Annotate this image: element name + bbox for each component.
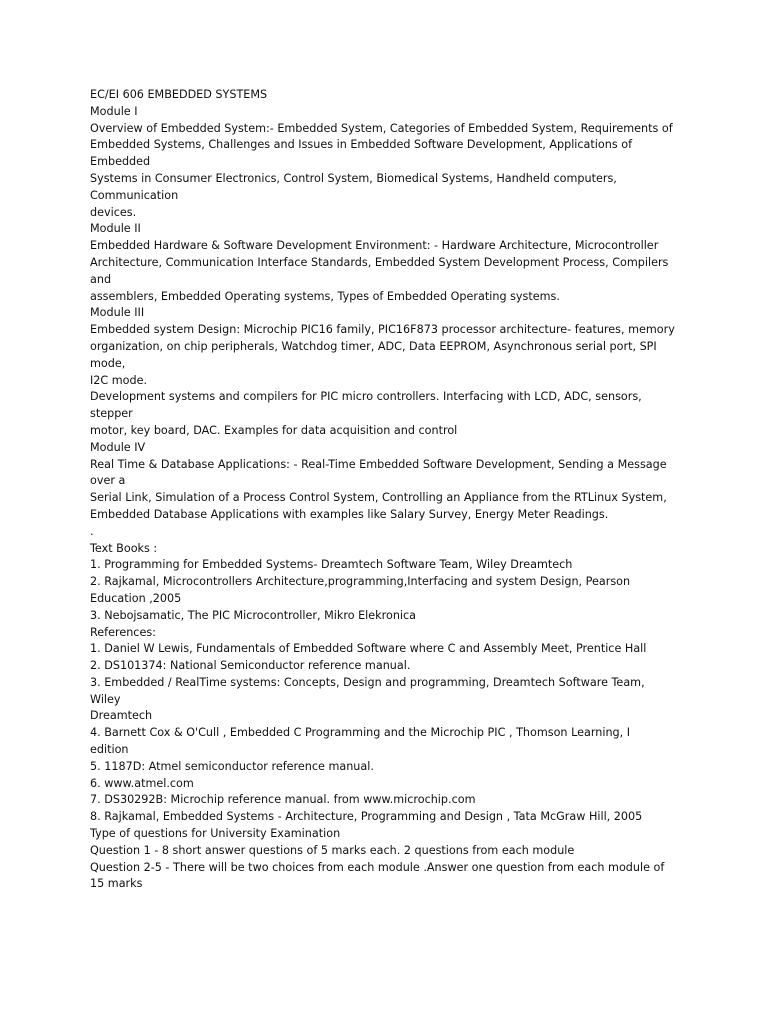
document-page [90, 87, 690, 893]
document-line: assemblers, Embedded Operating systems, Types of Embedded Operating systems. [90, 289, 560, 303]
document-line: Overview of Embedded System:- Embedded System, Categories of Embedded System, Requirements of [90, 121, 673, 135]
document-line: Module III [90, 306, 145, 320]
document-line: Serial Link, Simulation of a Process Control System, Controlling an Appliance from the RTLinux System, [90, 491, 667, 505]
document-line: Text Books : [90, 541, 158, 555]
document-line: 8. Rajkamal, Embedded Systems - Architecture, Programming and Design , Tata McGraw Hill, 2005 [90, 810, 643, 824]
document-line: motor, key board, DAC. Examples for data acquisition and control [90, 423, 458, 437]
document-line: 3. Nebojsamatic, The PIC Microcontroller, Mikro Elekronica [90, 608, 417, 622]
document-line: Type of questions for University Examination [90, 827, 341, 841]
document-line: 7. DS30292B: Microchip reference manual. from www.microchip.com [90, 793, 476, 807]
document-line: over a [90, 474, 126, 488]
document-line: . [90, 524, 94, 538]
document-line: Module IV [90, 440, 146, 454]
document-line: Module I [90, 104, 138, 118]
document-line: Communication [90, 188, 179, 202]
document-line: stepper [90, 407, 133, 421]
document-line: Wiley [90, 692, 121, 706]
document-line: Development systems and compilers for PIC micro controllers. Interfacing with LCD, ADC, sensors, [90, 390, 642, 404]
document-line: References: [90, 625, 156, 639]
document-line: 4. Barnett Cox & O'Cull , Embedded C Programming and the Microchip PIC , Thomson Learning, I [90, 726, 631, 740]
document-line: Question 1 - 8 short answer questions of 5 marks each. 2 questions from each module [90, 843, 575, 857]
document-line: Embedded Hardware & Software Development Environment: - Hardware Architecture, Microcontroller [90, 239, 659, 253]
document-line: Embedded Systems, Challenges and Issues in Embedded Software Development, Applications of [90, 138, 633, 152]
document-line: devices. [90, 205, 137, 219]
document-line: organization, on chip peripherals, Watchdog timer, ADC, Data EEPROM, Asynchronous serial port, SPI [90, 339, 657, 353]
document-line: Architecture, Communication Interface Standards, Embedded System Development Process, Compilers [90, 255, 669, 269]
document-line: Dreamtech [90, 709, 153, 723]
document-line: Embedded Database Applications with examples like Salary Survey, Energy Meter Readings. [90, 507, 609, 521]
document-line: 2. Rajkamal, Microcontrollers Architecture,programming,Interfacing and system Design, Pearson [90, 575, 631, 589]
document-line: EC/EI 606 EMBEDDED SYSTEMS [90, 88, 268, 101]
document-line: edition [90, 743, 129, 757]
document-line: Education ,2005 [90, 591, 182, 605]
document-line: 1. Daniel W Lewis, Fundamentals of Embedded Software where C and Assembly Meet, Prentice Hall [90, 642, 647, 656]
document-line: Question 2-5 - There will be two choices from each module .Answer one question from each module of [90, 860, 665, 874]
document-line: and [90, 272, 112, 286]
document-line: Real Time & Database Applications: - Real-Time Embedded Software Development, Sending a Message [90, 457, 667, 471]
document-line: 2. DS101374: National Semiconductor reference manual. [90, 659, 411, 673]
document-line: 15 marks [90, 877, 143, 891]
document-line: Embedded system Design: Microchip PIC16 family, PIC16F873 processor architecture- features, memory [90, 323, 675, 337]
document-line: Module II [90, 222, 141, 236]
document-line: 6. www.atmel.com [90, 776, 194, 790]
document-line: 3. Embedded / RealTime systems: Concepts, Design and programming, Dreamtech Software Team, [90, 675, 645, 689]
document-line: Systems in Consumer Electronics, Control System, Biomedical Systems, Handheld computers, [90, 171, 617, 185]
document-line: Embedded [90, 155, 151, 169]
document-line: 5. 1187D: Atmel semiconductor reference manual. [90, 759, 374, 773]
document-line: 1. Programming for Embedded Systems- Dreamtech Software Team, Wiley Dreamtech [90, 558, 573, 572]
document-line: mode, [90, 356, 126, 370]
document-line: I2C mode. [90, 373, 148, 387]
